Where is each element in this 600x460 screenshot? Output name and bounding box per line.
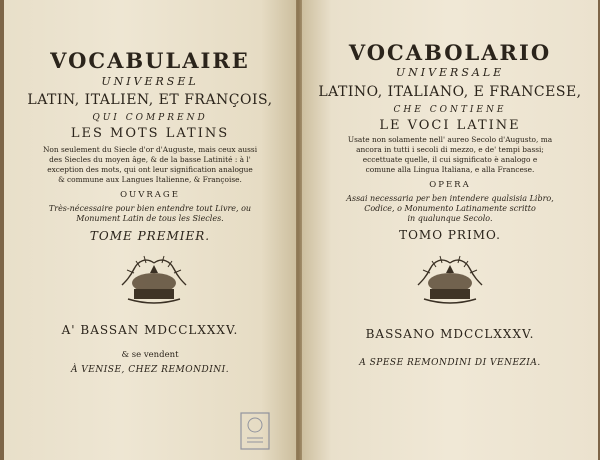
right-opera-desc-2: Codice, o Monumento Latinamente scritto <box>364 204 536 213</box>
right-desc-line-3: eccettuate quelle, il cui significato è analogo e <box>362 155 538 164</box>
library-stamp <box>238 410 272 452</box>
right-place-date: BASSANO MDCCLXXXV. <box>365 327 535 341</box>
left-qui-comprend: QUI COMPREND <box>92 113 208 123</box>
right-desc-line-4: comune alla Lingua Italiana, e alla Francese. <box>365 165 535 174</box>
right-universale: UNIVERSALE <box>395 66 505 79</box>
right-opera-desc-1: Assai necessaria per ben intendere qualsisia Libro, <box>346 194 554 203</box>
left-ouvrage-desc-2: Monument Latin de tous les Siecles. <box>76 214 224 223</box>
left-desc-line-2: des Siecles du moyen âge, & de la basse Latinité : à l' <box>49 155 251 164</box>
right-imprint: A SPESE REMONDINI DI VENEZIA. <box>359 358 541 368</box>
left-tome: TOME PREMIER. <box>89 229 211 243</box>
left-title: VOCABULAIRE <box>50 48 250 73</box>
printers-device-vignette <box>120 255 188 309</box>
left-mots-latins: LES MOTS LATINS <box>70 126 230 141</box>
left-desc-line-4: & commune aux Langues Italienne, & Françoise. <box>58 175 242 184</box>
left-languages: LATIN, ITALIEN, ET FRANÇOIS, <box>27 92 273 108</box>
right-title-page <box>302 0 598 460</box>
right-languages: LATINO, ITALIANO, E FRANCESE, <box>318 84 582 100</box>
printers-device-vignette <box>416 255 484 309</box>
right-opera-desc-3: in qualunque Secolo. <box>407 214 493 223</box>
left-desc-line-3: exception des mots, qui ont leur signification analogue <box>47 165 253 174</box>
right-che-contiene: CHE CONTIENE <box>393 105 507 115</box>
left-place-date: A' BASSAN MDCCLXXXV. <box>61 323 239 337</box>
left-ouvrage-desc-1: Très-nécessaire pour bien entendre tout Livre, ou <box>48 204 252 213</box>
right-desc-line-1: Usate non solamente nell' aureo Secolo d'Augusto, ma <box>347 135 553 144</box>
left-se-vendent: & se vendent <box>121 350 179 360</box>
left-desc-line-1: Non seulement du Siecle d'or d'Auguste, mais ceux aussi <box>42 145 258 154</box>
left-universel: UNIVERSEL <box>101 75 199 88</box>
right-voci-latine: LE VOCI LATINE <box>379 118 521 133</box>
left-imprint: À VENISE, CHEZ REMONDINI. <box>70 365 230 375</box>
right-title: VOCABOLARIO <box>348 40 552 65</box>
right-desc-line-2: ancora in tutti i secoli di mezzo, e de' tempi bassi; <box>356 145 544 154</box>
right-opera: OPERA <box>429 180 471 190</box>
left-title-page <box>4 0 296 460</box>
right-tomo: TOMO PRIMO. <box>399 228 501 242</box>
left-ouvrage: OUVRAGE <box>120 190 180 200</box>
